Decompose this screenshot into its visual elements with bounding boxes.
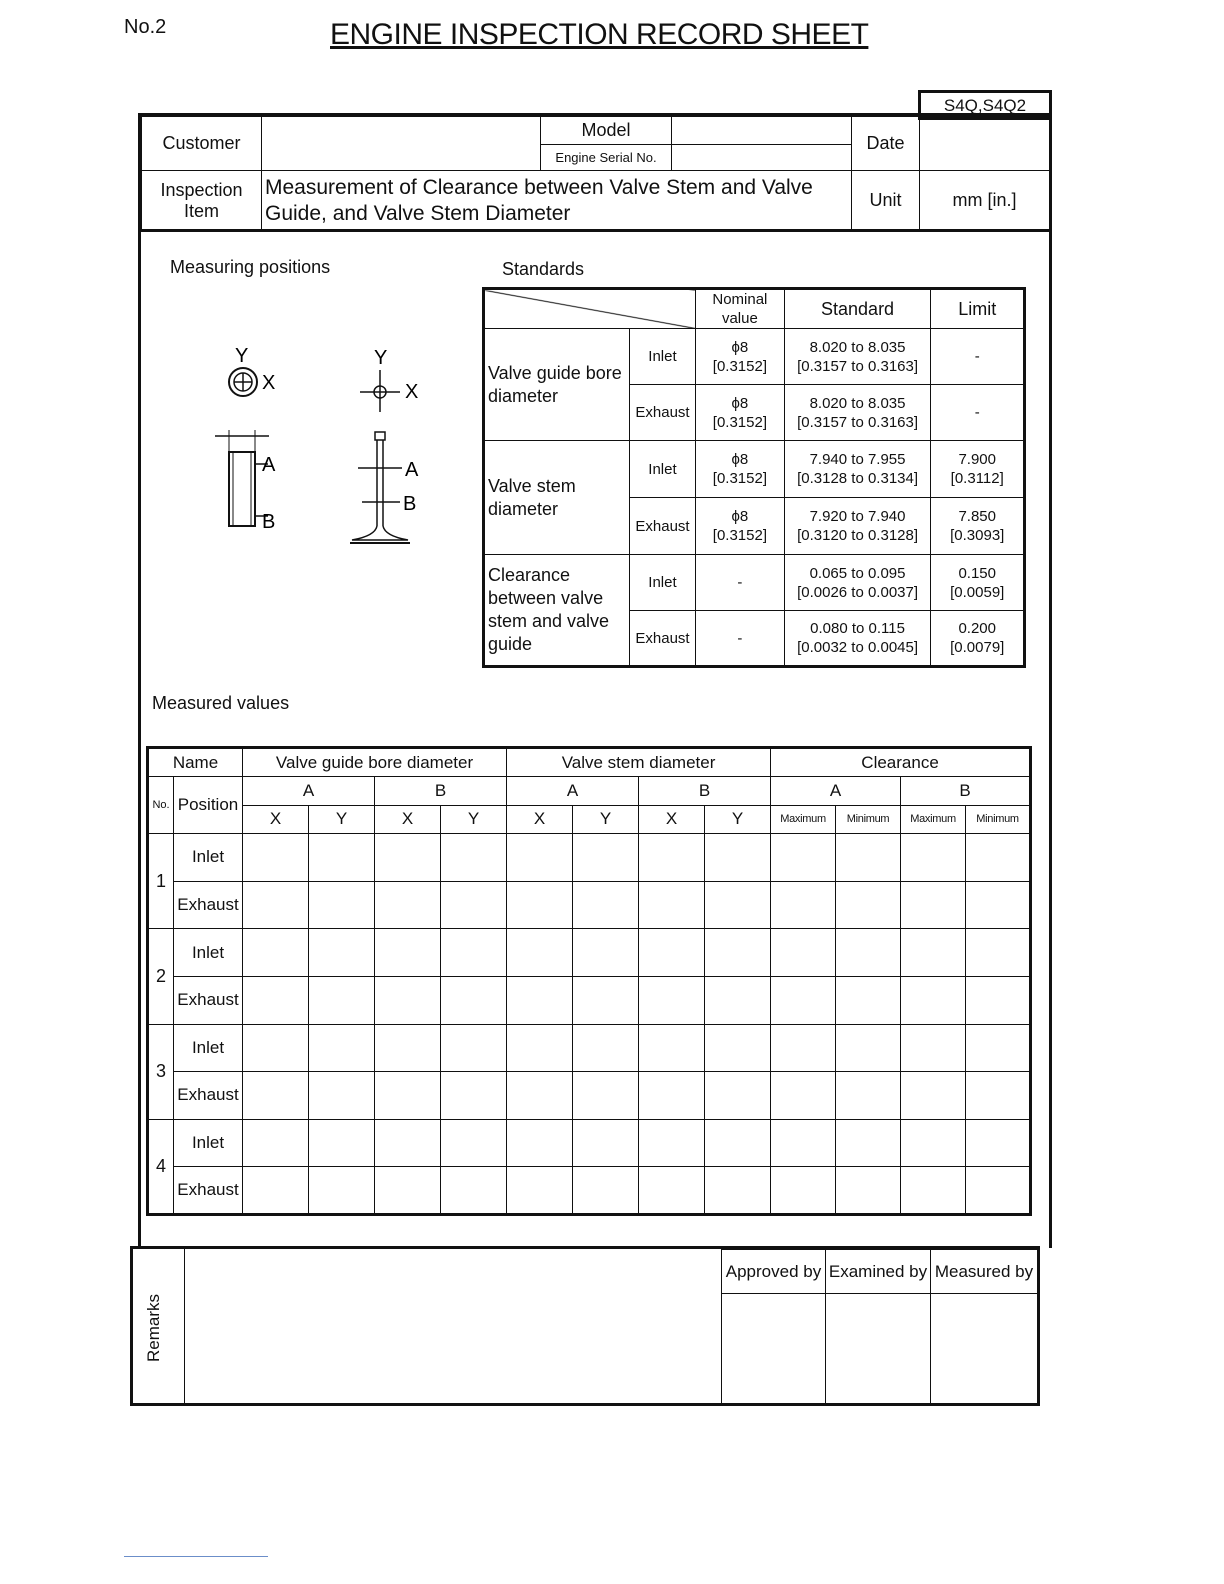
standards-standard: 8.020 to 8.035 [0.3157 to 0.3163]: [784, 329, 931, 385]
subheader-b: B: [375, 777, 507, 805]
measurement-cell[interactable]: [639, 929, 705, 977]
examined-by-field[interactable]: [826, 1294, 931, 1404]
label-a-2: A: [405, 459, 419, 481]
measurement-cell[interactable]: [309, 976, 375, 1024]
measurement-cell[interactable]: [901, 929, 966, 977]
measurement-cell[interactable]: [901, 1119, 966, 1167]
label-b-1: B: [262, 511, 276, 533]
standards-position: Exhaust: [629, 611, 695, 667]
remarks-label: Remarks: [144, 1293, 164, 1363]
measurement-cell[interactable]: [639, 834, 705, 882]
label-x-2: X: [405, 381, 419, 403]
bore-section-icon: [229, 368, 257, 396]
standards-standard: 8.020 to 8.035 [0.3157 to 0.3163]: [784, 385, 931, 441]
measurement-cell[interactable]: [375, 881, 441, 929]
subheader-b: B: [639, 777, 771, 805]
measurement-cell[interactable]: [836, 881, 901, 929]
measurement-cell[interactable]: [375, 834, 441, 882]
table-row: [148, 1119, 1031, 1167]
measurement-cell[interactable]: [243, 976, 309, 1024]
col-y: Y: [705, 805, 771, 833]
col-minimum: Minimum: [836, 805, 901, 833]
standards-limit: -: [931, 385, 1025, 441]
measurement-cell[interactable]: [771, 834, 836, 882]
standards-standard: 0.065 to 0.095 [0.0026 to 0.0037]: [784, 555, 931, 611]
position-cell: Exhaust: [174, 881, 243, 929]
subheader-a: A: [243, 777, 375, 805]
signature-table: [721, 1249, 1038, 1404]
standards-nominal: ϕ8 [0.3152]: [696, 329, 784, 385]
standards-nominal: ϕ8 [0.3152]: [696, 441, 784, 498]
date-field[interactable]: [920, 117, 1050, 171]
standards-limit: -: [931, 329, 1025, 385]
measurement-cell[interactable]: [243, 1167, 309, 1215]
header-divider: [141, 229, 1049, 232]
label-y-2: Y: [374, 347, 388, 369]
measurement-cell[interactable]: [309, 1119, 375, 1167]
col-y: Y: [309, 805, 375, 833]
approved-by-label: Approved by: [722, 1250, 826, 1294]
standards-position: Inlet: [629, 329, 695, 385]
measurement-cell[interactable]: [507, 1119, 573, 1167]
col-minimum: Minimum: [966, 805, 1031, 833]
measurement-cell[interactable]: [441, 929, 507, 977]
measurement-cell[interactable]: [441, 1024, 507, 1072]
standards-nominal: -: [696, 555, 784, 611]
measurement-cell[interactable]: [441, 1072, 507, 1120]
measurement-cell[interactable]: [901, 1024, 966, 1072]
model-label: Model: [541, 117, 672, 145]
measurement-cell[interactable]: [639, 1119, 705, 1167]
table-row: [148, 976, 1031, 1024]
group-header-clearance: Clearance: [771, 748, 1031, 777]
measurement-cell[interactable]: [836, 834, 901, 882]
position-cell: Exhaust: [174, 1167, 243, 1215]
standards-standard: 0.080 to 0.115 [0.0032 to 0.0045]: [784, 611, 931, 667]
measurement-cell[interactable]: [901, 976, 966, 1024]
table-row: [148, 1072, 1031, 1120]
measuring-diagram: [200, 340, 460, 550]
standards-limit: 0.150 [0.0059]: [931, 555, 1025, 611]
measurement-cell[interactable]: [966, 1167, 1031, 1215]
position-cell: Exhaust: [174, 976, 243, 1024]
table-row: [148, 881, 1031, 929]
subheader-a: A: [771, 777, 901, 805]
measurement-cell[interactable]: [901, 881, 966, 929]
col-x: X: [243, 805, 309, 833]
position-cell: Inlet: [174, 929, 243, 977]
measurement-cell[interactable]: [639, 1072, 705, 1120]
measurement-cell[interactable]: [243, 1072, 309, 1120]
standards-position: Inlet: [629, 441, 695, 498]
measurement-cell[interactable]: [573, 929, 639, 977]
sheet-title: ENGINE INSPECTION RECORD SHEET: [330, 18, 869, 51]
customer-label: Customer: [142, 117, 262, 171]
standards-nominal: ϕ8 [0.3152]: [696, 385, 784, 441]
standards-group-name: Valve stem diameter: [484, 441, 630, 555]
standards-nominal: ϕ8 [0.3152]: [696, 498, 784, 555]
measurement-cell[interactable]: [705, 929, 771, 977]
standards-position: Inlet: [629, 555, 695, 611]
table-row: [148, 834, 1031, 882]
model-code-box: S4Q,S4Q2: [918, 90, 1052, 120]
col-x: X: [639, 805, 705, 833]
position-cell: Inlet: [174, 834, 243, 882]
standards-position: Exhaust: [629, 498, 695, 555]
measured-values-table: [146, 746, 1032, 1216]
measurement-cell[interactable]: [771, 1167, 836, 1215]
measurement-cell[interactable]: [309, 1167, 375, 1215]
col-x: X: [375, 805, 441, 833]
standards-limit: 7.850 [0.3093]: [931, 498, 1025, 555]
measurement-cell[interactable]: [966, 929, 1031, 977]
standards-header-limit: Limit: [931, 289, 1025, 329]
measurement-cell[interactable]: [309, 929, 375, 977]
position-cell: Inlet: [174, 1024, 243, 1072]
col-maximum: Maximum: [901, 805, 966, 833]
measurement-cell[interactable]: [573, 1072, 639, 1120]
measurement-cell[interactable]: [966, 1024, 1031, 1072]
measurement-cell[interactable]: [771, 1119, 836, 1167]
measurement-cell[interactable]: [441, 1167, 507, 1215]
inspection-item-label: Inspection Item: [142, 171, 262, 231]
standards-group-name: Clearance between valve stem and valve guide: [484, 555, 630, 667]
measurement-cell[interactable]: [836, 1072, 901, 1120]
engine-serial-label: Engine Serial No.: [541, 145, 672, 171]
measurement-cell[interactable]: [639, 1024, 705, 1072]
standards-limit: 7.900 [0.3112]: [931, 441, 1025, 498]
standards-corner-cell: [484, 289, 696, 329]
label-b-2: B: [403, 493, 417, 515]
subheader-b: B: [901, 777, 1031, 805]
measurement-cell[interactable]: [573, 1024, 639, 1072]
measurement-cell[interactable]: [836, 929, 901, 977]
measurement-cell[interactable]: [836, 1024, 901, 1072]
standards-position: Exhaust: [629, 385, 695, 441]
table-row: [148, 929, 1031, 977]
col-maximum: Maximum: [771, 805, 836, 833]
col-x: X: [507, 805, 573, 833]
standards-title: Standards: [502, 259, 585, 279]
measurement-cell[interactable]: [705, 1024, 771, 1072]
measurement-cell[interactable]: [375, 1072, 441, 1120]
standards-standard: 7.920 to 7.940 [0.3120 to 0.3128]: [784, 498, 931, 555]
measurement-cell[interactable]: [309, 1024, 375, 1072]
cylinder-number: 2: [148, 929, 174, 1024]
measurement-cell[interactable]: [639, 1167, 705, 1215]
measurement-cell[interactable]: [573, 1167, 639, 1215]
measurement-cell[interactable]: [573, 976, 639, 1024]
measurement-cell[interactable]: [441, 976, 507, 1024]
unit-value: mm [in.]: [920, 171, 1050, 231]
position-cell: Inlet: [174, 1119, 243, 1167]
table-row: [148, 1024, 1031, 1072]
examined-by-label: Examined by: [826, 1250, 931, 1294]
standards-header-standard: Standard: [784, 289, 931, 329]
measurement-cell[interactable]: [836, 976, 901, 1024]
measurement-cell[interactable]: [573, 881, 639, 929]
valve-guide-icon: [215, 430, 269, 526]
label-a-1: A: [262, 454, 276, 476]
measurement-cell[interactable]: [375, 976, 441, 1024]
cylinder-number: 4: [148, 1119, 174, 1214]
standards-group-name: Valve guide bore diameter: [484, 329, 630, 441]
measurement-cell[interactable]: [901, 1167, 966, 1215]
group-header-stem: Valve stem diameter: [507, 748, 771, 777]
measurement-cell[interactable]: [309, 881, 375, 929]
label-y-1: Y: [235, 345, 249, 367]
measurement-cell[interactable]: [243, 881, 309, 929]
label-x-1: X: [262, 372, 276, 394]
table-row: [148, 1167, 1031, 1215]
no-header: No.: [148, 777, 174, 834]
measurement-cell[interactable]: [243, 834, 309, 882]
subheader-a: A: [507, 777, 639, 805]
model-field[interactable]: [672, 117, 852, 145]
document-number: No.2: [124, 16, 167, 38]
measurement-cell[interactable]: [375, 929, 441, 977]
measurement-cell[interactable]: [901, 1072, 966, 1120]
group-header-guide-bore: Valve guide bore diameter: [243, 748, 507, 777]
measurement-cell[interactable]: [507, 881, 573, 929]
measurement-cell[interactable]: [705, 881, 771, 929]
measurement-cell[interactable]: [375, 1024, 441, 1072]
measurement-cell[interactable]: [573, 1119, 639, 1167]
valve-icon: [350, 432, 410, 543]
measured-values-title: Measured values: [152, 693, 290, 713]
measurement-cell[interactable]: [705, 1167, 771, 1215]
measurement-cell[interactable]: [507, 1167, 573, 1215]
standards-limit: 0.200 [0.0079]: [931, 611, 1025, 667]
measurement-cell[interactable]: [507, 976, 573, 1024]
customer-field[interactable]: [262, 117, 541, 171]
engine-serial-field[interactable]: [672, 145, 852, 171]
measurement-cell[interactable]: [705, 1119, 771, 1167]
measurement-cell[interactable]: [705, 1072, 771, 1120]
measurement-cell[interactable]: [573, 834, 639, 882]
measurement-cell[interactable]: [966, 976, 1031, 1024]
measurement-cell[interactable]: [507, 834, 573, 882]
measurement-cell[interactable]: [836, 1119, 901, 1167]
position-cell: Exhaust: [174, 1072, 243, 1120]
measurement-cell[interactable]: [966, 1119, 1031, 1167]
remarks-divider: [184, 1249, 185, 1403]
measurement-cell[interactable]: [771, 976, 836, 1024]
measurement-cell[interactable]: [966, 881, 1031, 929]
measurement-cell[interactable]: [309, 1072, 375, 1120]
col-y: Y: [441, 805, 507, 833]
measurement-cell[interactable]: [309, 834, 375, 882]
measurement-cell[interactable]: [771, 1024, 836, 1072]
measurement-cell[interactable]: [771, 929, 836, 977]
measurement-cell[interactable]: [375, 1119, 441, 1167]
measurement-cell[interactable]: [441, 881, 507, 929]
measured-rows: [148, 834, 1031, 1215]
measurement-cell[interactable]: [771, 1072, 836, 1120]
measurement-cell[interactable]: [507, 1024, 573, 1072]
position-header: Position: [174, 777, 243, 834]
measurement-cell[interactable]: [771, 881, 836, 929]
measurement-cell[interactable]: [836, 1167, 901, 1215]
measurement-cell[interactable]: [243, 1119, 309, 1167]
col-y: Y: [573, 805, 639, 833]
unit-label: Unit: [852, 171, 920, 231]
measurement-cell[interactable]: [705, 976, 771, 1024]
cylinder-number: 1: [148, 834, 174, 929]
standards-nominal: -: [696, 611, 784, 667]
footer-line: [124, 1556, 268, 1557]
measured-by-label: Measured by: [931, 1250, 1038, 1294]
standards-rows: [484, 329, 1025, 667]
measurement-cell[interactable]: [705, 834, 771, 882]
measurement-cell[interactable]: [966, 1072, 1031, 1120]
standards-header-nominal: Nominal value: [696, 289, 784, 329]
measurement-cell[interactable]: [441, 1119, 507, 1167]
cylinder-number: 3: [148, 1024, 174, 1119]
measurement-cell[interactable]: [507, 929, 573, 977]
measured-by-field[interactable]: [931, 1294, 1038, 1404]
measurement-cell[interactable]: [639, 976, 705, 1024]
approved-by-field[interactable]: [722, 1294, 826, 1404]
measurement-cell[interactable]: [375, 1167, 441, 1215]
measuring-positions-title: Measuring positions: [170, 257, 331, 277]
date-label: Date: [852, 117, 920, 171]
measurement-cell[interactable]: [507, 1072, 573, 1120]
measurement-cell[interactable]: [901, 834, 966, 882]
name-header: Name: [148, 748, 243, 777]
standards-standard: 7.940 to 7.955 [0.3128 to 0.3134]: [784, 441, 931, 498]
info-table: [141, 116, 1050, 231]
measurement-cell[interactable]: [243, 929, 309, 977]
measurement-cell[interactable]: [639, 881, 705, 929]
standards-table: [482, 287, 1026, 668]
measurement-cell[interactable]: [441, 834, 507, 882]
measurement-cell[interactable]: [243, 1024, 309, 1072]
stem-section-icon: [360, 370, 400, 412]
measurement-cell[interactable]: [966, 834, 1031, 882]
inspection-item-value: Measurement of Clearance between Valve Stem and Valve Guide, and Valve Stem Diameter: [262, 171, 852, 231]
